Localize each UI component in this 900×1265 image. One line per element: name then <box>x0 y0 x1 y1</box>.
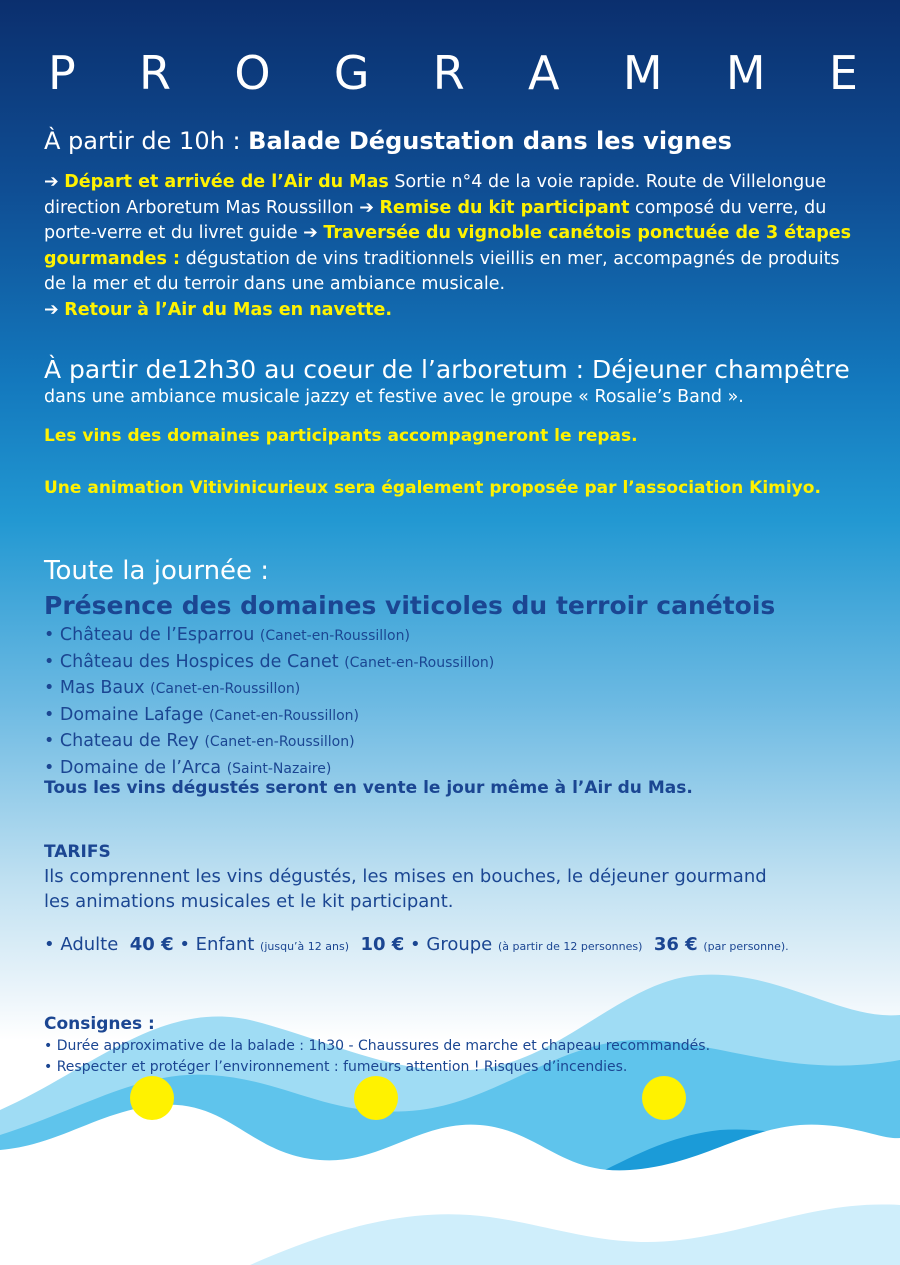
arrow-icon: ➔ <box>44 172 59 192</box>
domain-location: (Canet-en-Roussillon) <box>204 734 355 751</box>
section3-heading: Toute la journée : <box>44 556 270 586</box>
child-label: • Enfant <box>179 934 255 955</box>
domain-name: • Chateau de Rey <box>44 731 199 752</box>
domain-item <box>44 676 864 703</box>
domains-list <box>44 623 864 783</box>
title-letter: R <box>432 46 465 100</box>
arrow-icon: ➔ <box>303 223 318 243</box>
kit-text: composé du verre, du porte-verre et du livret guide <box>44 197 827 243</box>
domain-name: • Château de l’Esparrou <box>44 625 255 645</box>
kit-highlight: Remise du kit participant <box>379 197 630 218</box>
departure-highlight: Départ et arrivée de l’Air du Mas <box>64 172 389 192</box>
group-label: • Groupe <box>410 934 493 955</box>
domains-closing: Tous les vins dégustés seront en vente le jour même à l’Air du Mas. <box>44 778 693 798</box>
tarifs-line1: Ils comprennent les vins dégustés, les mises en bouches, le déjeuner gourmand <box>44 866 767 887</box>
section1-paragraph <box>44 170 854 323</box>
child-note: (jusqu’à 12 ans) <box>260 940 349 953</box>
arrow-icon: ➔ <box>359 197 374 218</box>
domain-location: (Canet-en-Roussillon) <box>150 681 301 698</box>
adult-price: 40 € <box>129 934 174 955</box>
domain-item <box>44 729 864 756</box>
domain-location: (Canet-en-Roussillon) <box>344 654 495 671</box>
tarifs-heading: TARIFS <box>44 842 111 862</box>
section1-heading-bold: Balade Dégustation dans les vignes <box>248 127 732 155</box>
section2-subline: dans une ambiance musicale jazzy et festive avec le groupe « Rosalie’s Band ». <box>44 387 744 407</box>
title-letter: M <box>725 46 766 100</box>
animation-line: Une animation Vitivinicurieux sera également proposée par l’association Kimiyo. <box>44 478 821 498</box>
title-letter: E <box>828 46 858 100</box>
group-suffix: (par personne). <box>703 940 789 953</box>
domain-item <box>44 650 864 677</box>
title-letter: P <box>48 46 76 100</box>
tarifs-line2: les animations musicales et le kit participant. <box>44 891 454 912</box>
section1-heading-prefix: À partir de 10h : <box>44 127 249 155</box>
consignes-heading: Consignes : <box>44 1014 155 1034</box>
arrow-icon: ➔ <box>44 299 59 320</box>
return-highlight: Retour à l’Air du Mas en navette. <box>64 299 392 320</box>
departure-text: Sortie n°4 de la voie rapide. Route de Villelongue direction Arboretum Mas Roussillon <box>44 172 827 218</box>
section1-heading <box>44 126 864 156</box>
consignes-item-1: • Durée approximative de la balade : 1h30 - Chaussures de marche et chapeau recommandés. <box>44 1038 711 1054</box>
title-letter: M <box>622 46 663 100</box>
consignes-item-2: • Respecter et protéger l’environnement : fumeurs attention ! Risques d’incendies. <box>44 1059 628 1075</box>
vineyard-highlight: Traversée du vignoble canétois ponctuée de 3 étapes gourmandes : <box>44 223 852 269</box>
title-letter: G <box>333 46 370 100</box>
price-list <box>44 932 864 960</box>
domain-name: • Domaine de l’Arca <box>44 757 222 778</box>
title-letter: R <box>139 46 172 100</box>
domain-name: • Domaine Lafage <box>44 704 204 725</box>
title-letter: O <box>234 46 271 100</box>
programme-title <box>48 46 858 100</box>
domain-location: (Canet-en-Roussillon) <box>208 707 360 724</box>
domain-name: • Château des Hospices de Canet <box>44 651 339 672</box>
section2-heading: À partir de12h30 au coeur de l’arboretum : Déjeuner champêtre <box>44 355 850 384</box>
child-price: 10 € <box>360 934 405 955</box>
title-letter: A <box>528 46 560 100</box>
section3-subheading: Présence des domaines viticoles du terroir canétois <box>44 591 776 620</box>
domain-location: (Saint-Nazaire) <box>226 760 332 777</box>
vineyard-text: dégustation de vins traditionnels vieillis en mer, accompagnés de produits de la mer et du terroir dans une ambiance musicale. <box>44 248 840 294</box>
group-note: (à partir de 12 personnes) <box>497 940 643 953</box>
wines-accompany-line: Les vins des domaines participants accompagneront le repas. <box>44 426 638 446</box>
domain-name: • Mas Baux <box>44 678 145 699</box>
group-price: 36 € <box>653 934 698 955</box>
domain-location: (Canet-en-Roussillon) <box>259 628 410 644</box>
domain-item <box>44 623 864 650</box>
domain-item <box>44 703 864 730</box>
adult-label: • Adulte <box>44 934 119 955</box>
